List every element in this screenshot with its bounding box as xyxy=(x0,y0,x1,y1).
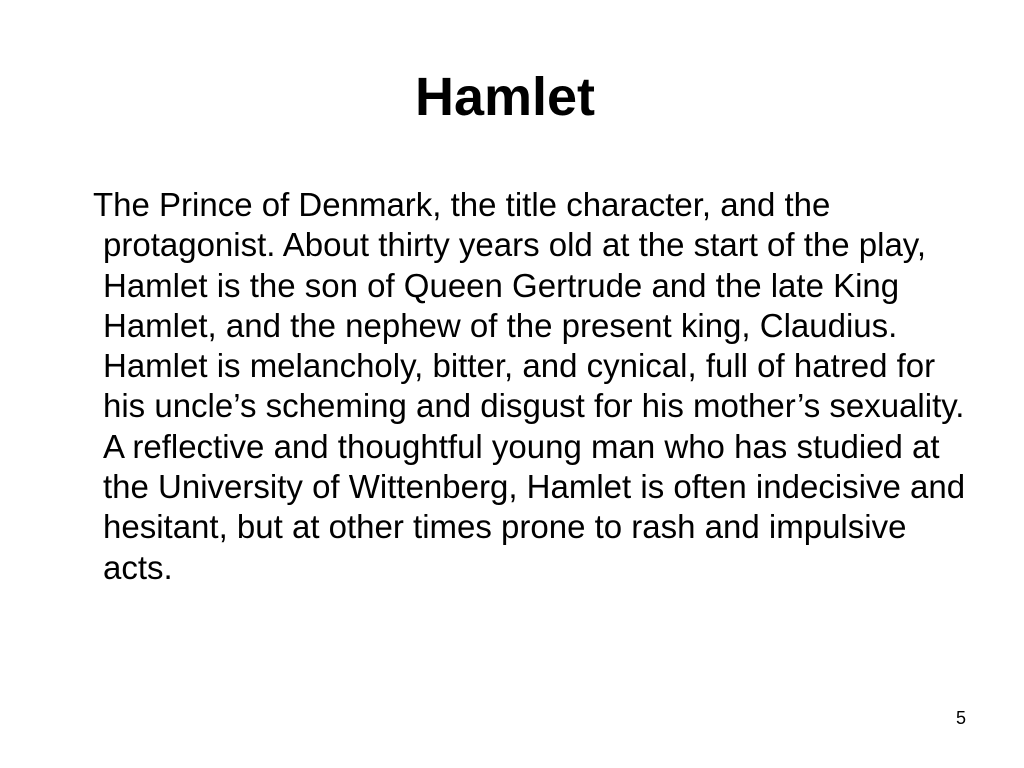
page-number: 5 xyxy=(955,708,966,728)
slide-title: Hamlet xyxy=(414,67,596,127)
slide-body-text: The Prince of Denmark, the title character, and the protagonist. About thirty years old at the start of the play, Hamlet is the son of Queen Gertrude and the late King Hamlet, and the nephew of the present king, Claudius. Hamlet is melancholy, bitter, and cynical, full of hatred for his uncle’s scheming and disgust for his mother’s sexuality. A reflective and thoughtful young man who has studied at the University of Wittenberg, Hamlet is often indecisive and hesitant, but at other times prone to rash and impulsive acts. xyxy=(93,186,966,586)
